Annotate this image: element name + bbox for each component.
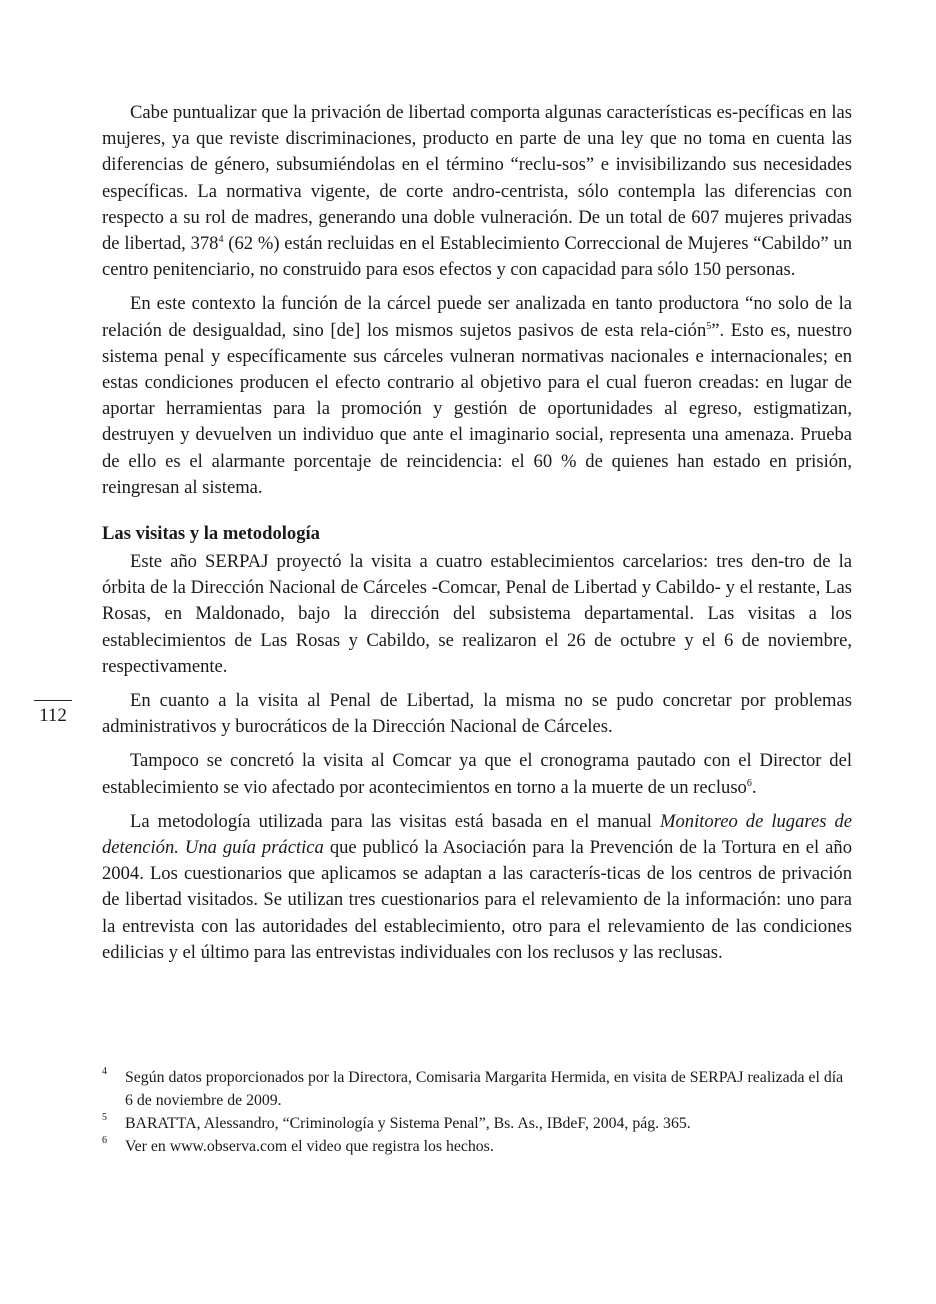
paragraph: La metodología utilizada para las visitas está basada en el manual Monitoreo de lugares de detención. Una guía práctica que publicó la Asociación para la Prevención de la Tortura en el año 2004. Los cuestionarios que aplicamos se adaptan a las caracterís-ticas de los centros de privación de libertad visitados. Se utilizan tres cuestionarios para el relevamiento de la información: uno para la entrevista con las autoridades del establecimiento, otro para el relevamiento de las condiciones edilicias y el último para las entrevistas individuales con los reclusos y las reclusas. — [102, 810, 852, 963]
paragraph: En este contexto la función de la cárcel puede ser analizada en tanto productora “no solo de la relación de desigualdad, sino [de] los mismos sujetos pasivos de esta rela-ción$^5$”. Esto es, nuestro sistema penal y específicamente sus cárceles vulneran normativas nacionales e internacionales; en estas condiciones producen el efecto contrario al objetivo para el cual fueron creadas: en lugar de aportar herramientas para la promoción y gestión de oportunidades al egreso, estigmatizan, destruyen y devuelven un individuo que ante el imaginario social, representa una amenaza. Prueba de ello es el alarmante porcentaje de reincidencia: el 60 % de quienes han estado en prisión, reingresan al sistema. — [102, 293, 852, 498]
footnote-ref[interactable]: 5 — [706, 320, 712, 332]
paragraph: Cabe puntualizar que la privación de libertad comporta algunas características es-pecíficas en las mujeres, ya que reviste discriminaciones, producto en parte de una ley que no toma en cuenta las diferencias de género, subsumiéndolas en el término “reclu-sos” e invisibilizando sus necesidades específicas. La normativa vigente, de corte andro-centrista, sólo contempla las diferencias con respecto a su rol de madres, generando una doble vulneración. De un total de 607 mujeres privadas de libertad, $378^4$ (62 %) están recluidas en el Establecimiento Correccional de Mujeres “Cabildo” un centro penitenciario, no construido para esos efectos y con capacidad para sólo 150 personas. — [102, 102, 852, 281]
section-heading: Las visitas y la metodología — [102, 523, 320, 545]
page-number-text: 112 — [39, 705, 67, 726]
page-body — [102, 100, 852, 974]
page-number-rule — [34, 700, 72, 701]
footnote-mark: 6 — [102, 1135, 107, 1146]
footnote — [102, 1135, 852, 1158]
footnote — [102, 1066, 852, 1112]
footnote-ref[interactable]: 4 — [218, 233, 224, 245]
book-title: Monitoreo de lugares de detención. Una guía práctica — [102, 810, 852, 859]
footnote-mark: 4 — [102, 1066, 107, 1077]
footnote-ref[interactable]: 6 — [746, 777, 752, 789]
paragraph: Este año SERPAJ proyectó la visita a cuatro establecimientos carcelarios: tres den-tro de la órbita de la Dirección Nacional de Cárceles -Comcar, Penal de Libertad y Cabildo- y el restante, Las Rosas, en Maldonado, bajo la dirección del subsistema departamental. Las visitas a los establecimientos de Las Rosas y Cabildo, se realizaron el 26 de octubre y el 6 de noviembre, respectivamente. — [102, 551, 852, 677]
footnote — [102, 1112, 852, 1135]
paragraph: En cuanto a la visita al Penal de Libertad, la misma no se pudo concretar por problemas administrativos y burocráticos de la Dirección Nacional de Cárceles. — [102, 690, 852, 738]
footnote-mark: 5 — [102, 1112, 107, 1123]
footnote-text: Según datos proporcionados por la Directora, Comisaria Margarita Hermida, en visita de SERPAJ realizada el día 6 de noviembre de 2009. — [125, 1069, 844, 1109]
page-number — [34, 700, 72, 727]
footnote-text: Ver en www.observa.com el video que registra los hechos. — [125, 1138, 494, 1155]
paragraph: Tampoco se concretó la visita al Comcar ya que el cronograma pautado con el Director del establecimiento se vio afectado por acontecimientos en torno a la muerte de un recluso$^6$. — [102, 750, 852, 798]
footnote-text: BARATTA, Alessandro, “Criminología y Sistema Penal”, Bs. As., IBdeF, 2004, pág. 365. — [125, 1115, 691, 1132]
footnotes — [102, 1066, 852, 1158]
